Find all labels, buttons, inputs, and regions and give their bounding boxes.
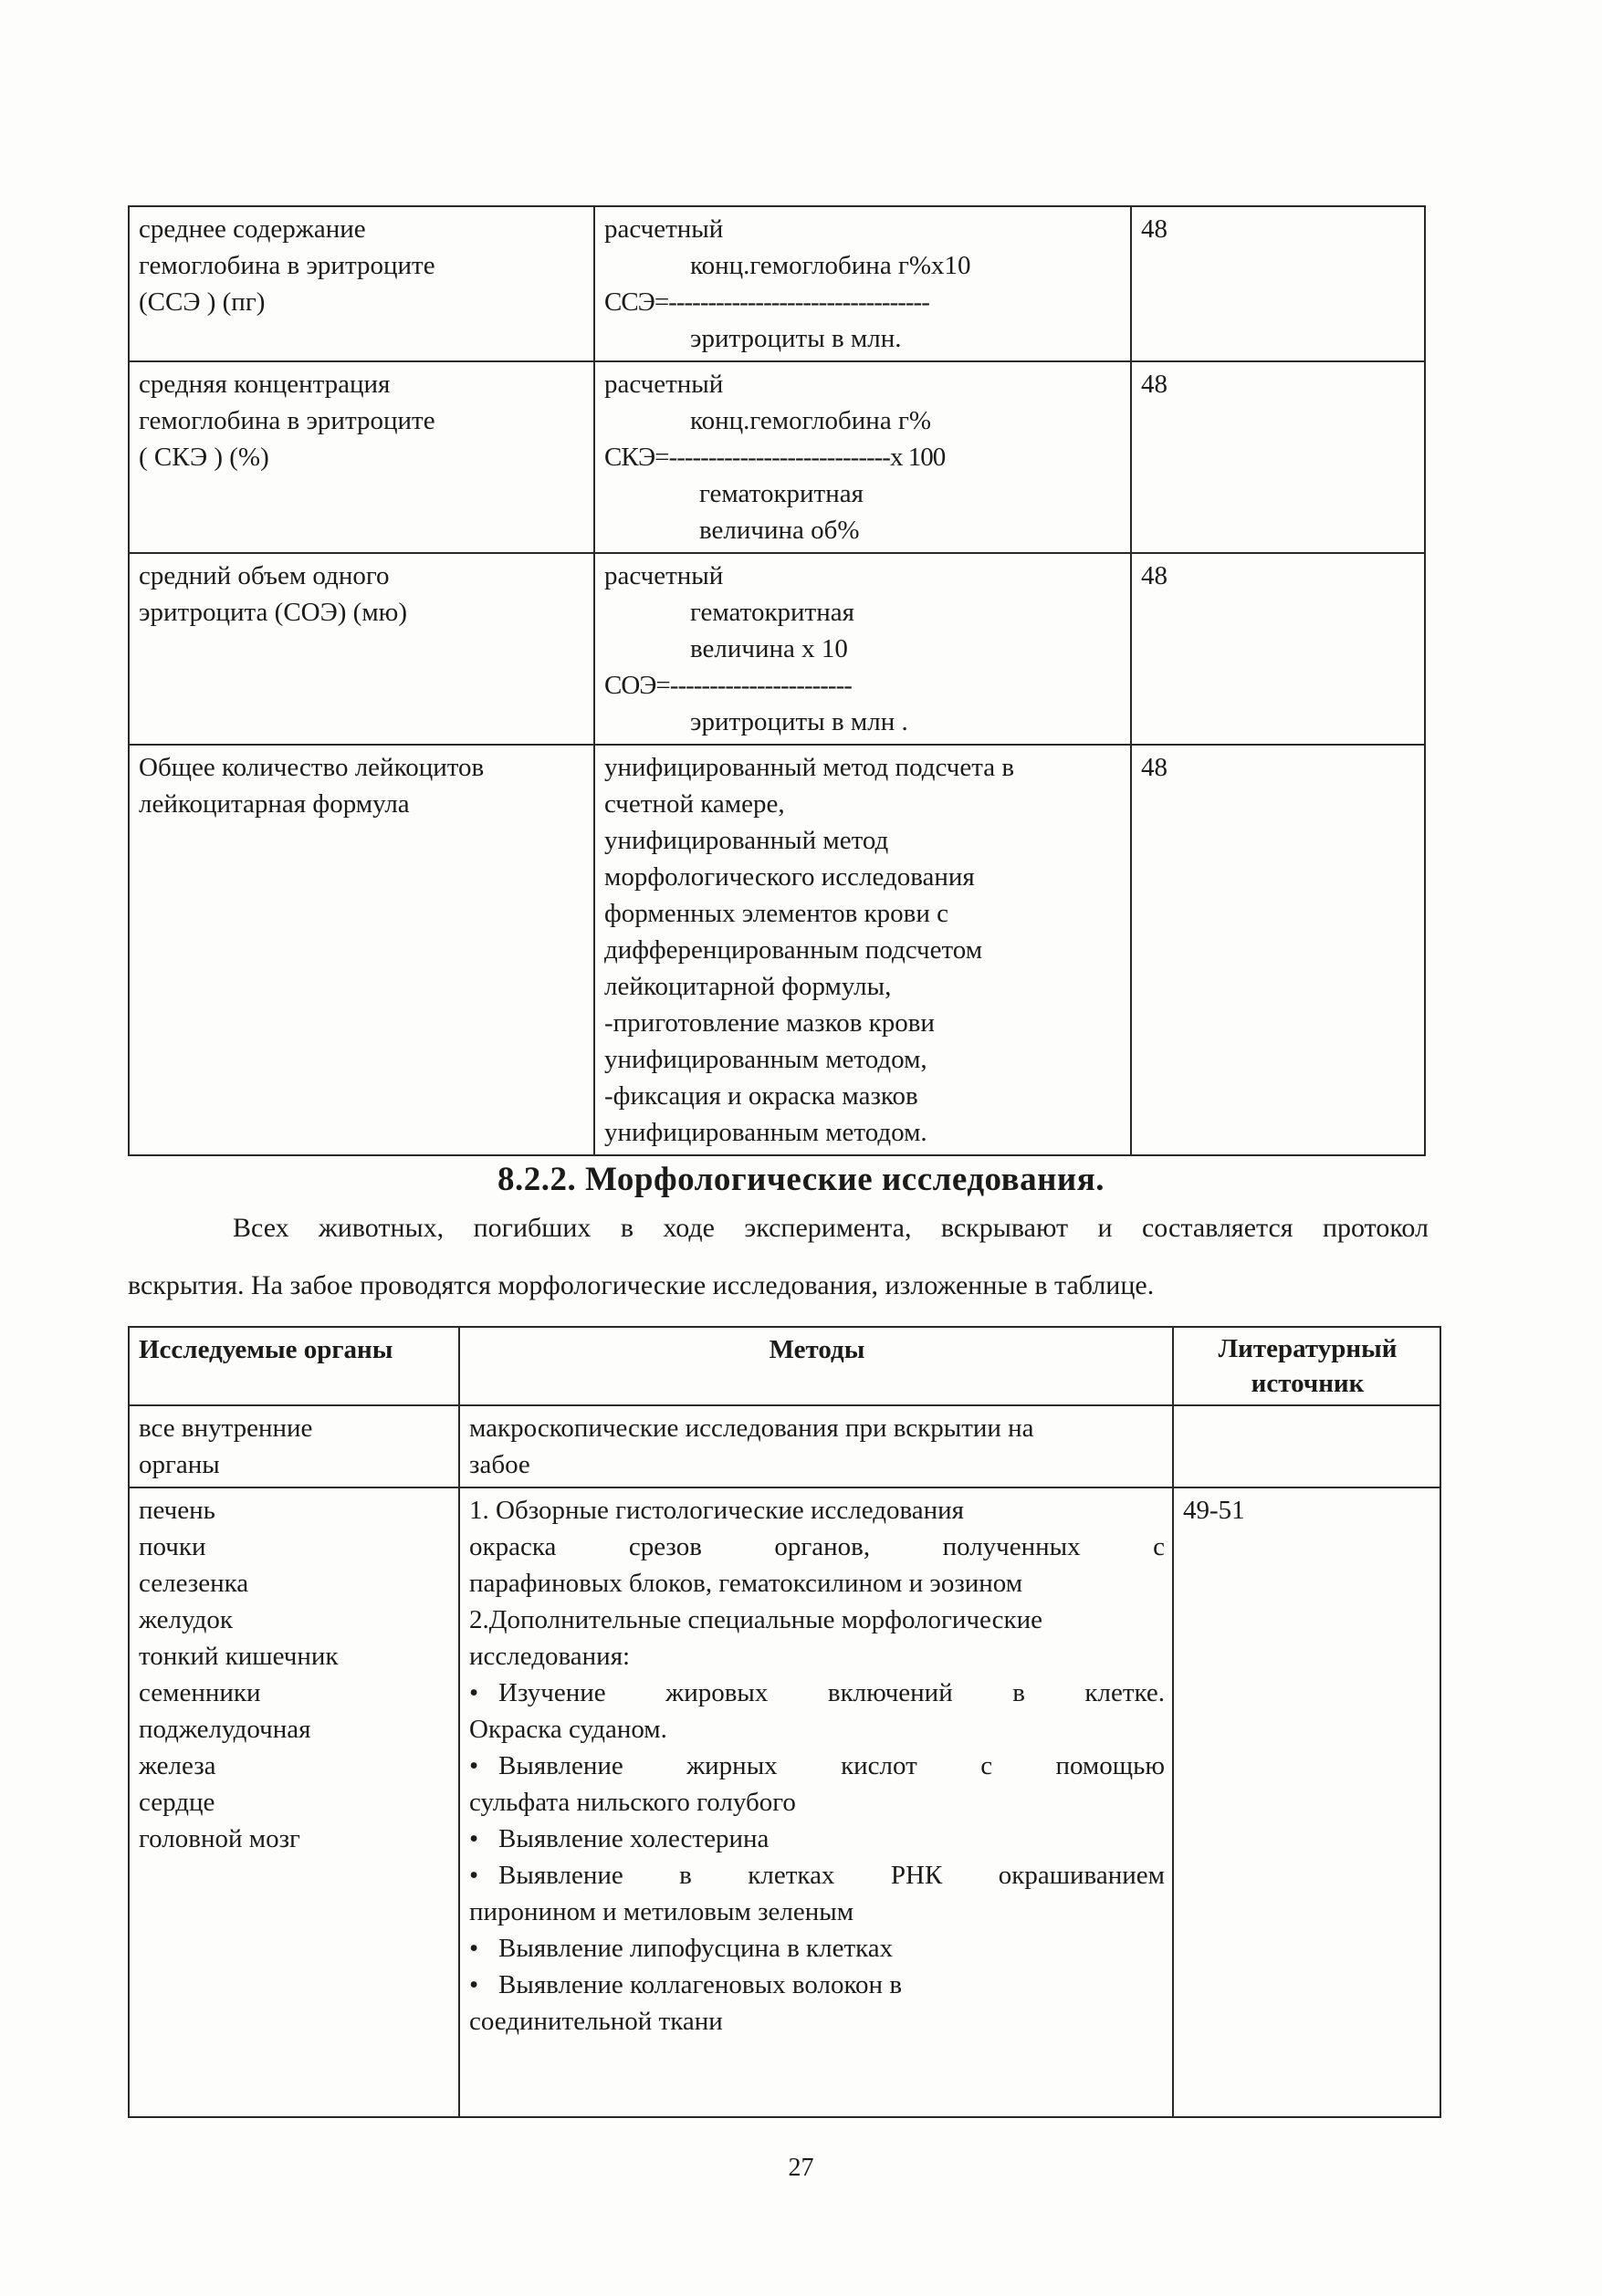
- method-line: эритроциты в млн.: [690, 324, 902, 353]
- reference-cell: [1131, 553, 1425, 745]
- method-line: 2.Дополнительные специальные морфологические: [469, 1605, 1042, 1634]
- method-line: расчетный: [604, 561, 724, 590]
- methods-cell: [459, 1487, 1173, 2117]
- method-line: унифицированный метод подсчета в: [604, 753, 1015, 782]
- method-cell: [594, 553, 1131, 745]
- table-row: [129, 1487, 1440, 2117]
- header-source-line-1: Литературный: [1218, 1334, 1398, 1363]
- method-bullet-line: • Выявление липофусцина в клетках: [469, 1930, 1165, 1967]
- method-line: величина х 10: [690, 634, 848, 663]
- method-cell: [594, 361, 1131, 553]
- page-number: 27: [788, 2154, 814, 2182]
- reference-number: 48: [1141, 561, 1167, 590]
- method-line: конц.гемоглобина г%: [690, 406, 932, 435]
- table-row: [129, 553, 1425, 745]
- method-line: расчетный: [604, 370, 724, 399]
- parameter-line: среднее содержание: [139, 214, 366, 244]
- organ-line: сердце: [139, 1788, 215, 1817]
- method-line: унифицированным методом.: [604, 1118, 927, 1147]
- organ-line: селезенка: [139, 1569, 249, 1598]
- header-methods: Методы: [459, 1327, 1173, 1405]
- parameter-line: лейкоцитарная формула: [139, 789, 410, 819]
- morphology-table-header-row: [129, 1327, 1440, 1405]
- method-line: унифицированным методом,: [604, 1045, 927, 1074]
- table-row: [129, 1405, 1440, 1487]
- organ-line: желудок: [139, 1605, 234, 1634]
- reference-cell: [1131, 361, 1425, 553]
- parameter-line: гемоглобина в эритроците: [139, 406, 435, 435]
- method-line: окраска срезов органов, полученных с: [469, 1532, 1165, 1561]
- method-line: 1. Обзорные гистологические исследования: [469, 1496, 965, 1525]
- organ-line: поджелудочная: [139, 1715, 311, 1744]
- method-line: исследования:: [469, 1642, 631, 1671]
- morphology-table: [128, 1326, 1441, 2118]
- organ-line: органы: [139, 1450, 220, 1479]
- method-line: СОЭ=-----------------------: [604, 671, 852, 700]
- method-line: парафиновых блоков, гематоксилином и эозином: [469, 1569, 1023, 1598]
- table-row: [129, 361, 1425, 553]
- method-line: забое: [469, 1450, 530, 1479]
- method-cell: [594, 745, 1131, 1155]
- section-paragraph-line-1: Всех животных, погибших в ходе эксперимента, вскрывают и составляется протокол: [233, 1213, 1429, 1243]
- parameter-line: (ССЭ ) (пг): [139, 287, 266, 317]
- organ-line: почки: [139, 1532, 206, 1561]
- parameter-cell: [129, 361, 594, 553]
- source-cell: [1173, 1405, 1440, 1487]
- reference-cell: [1131, 206, 1425, 361]
- table-row: [129, 745, 1425, 1155]
- method-bullet-line: • Выявление холестерина: [469, 1821, 1165, 1857]
- parameter-cell: [129, 206, 594, 361]
- organ-line: печень: [139, 1496, 215, 1525]
- organs-cell: [129, 1405, 459, 1487]
- parameter-line: средний объем одного: [139, 561, 390, 590]
- header-source: [1173, 1327, 1440, 1405]
- method-line: пиронином и метиловым зеленым: [469, 1897, 854, 1926]
- method-line: конц.гемоглобина г%х10: [690, 251, 971, 280]
- parameter-line: Общее количество лейкоцитов: [139, 753, 485, 782]
- organ-line: железа: [139, 1751, 216, 1780]
- method-line: гематокритная: [690, 598, 854, 627]
- method-line: соединительной ткани: [469, 2007, 723, 2036]
- organ-line: семенники: [139, 1678, 261, 1707]
- method-bullet-line: • Выявление в клетках РНК окрашиванием: [469, 1857, 1165, 1894]
- method-line: форменных элементов крови с: [604, 899, 949, 928]
- method-line: расчетный: [604, 214, 724, 244]
- method-line: -фиксация и окраска мазков: [604, 1081, 918, 1111]
- reference-number: 48: [1141, 370, 1167, 399]
- header-source-line-2: источник: [1251, 1369, 1365, 1398]
- parameter-cell: [129, 553, 594, 745]
- method-line: дифференцированным подсчетом: [604, 935, 983, 965]
- source-ref: 49-51: [1183, 1496, 1245, 1525]
- method-bullet-line: • Выявление жирных кислот с помощью: [469, 1748, 1165, 1784]
- method-line: гематокритная: [699, 479, 864, 508]
- hematology-table: [128, 205, 1426, 1156]
- reference-number: 48: [1141, 753, 1167, 782]
- table-row: [129, 206, 1425, 361]
- organ-line: тонкий кишечник: [139, 1642, 339, 1671]
- reference-number: 48: [1141, 214, 1167, 244]
- parameter-line: средняя концентрация: [139, 370, 391, 399]
- method-line: унифицированный метод: [604, 826, 889, 855]
- section-heading: 8.2.2. Морфологические исследования.: [497, 1161, 1105, 1198]
- parameter-line: гемоглобина в эритроците: [139, 251, 435, 280]
- method-line: морфологического исследования: [604, 862, 975, 892]
- methods-cell: [459, 1405, 1173, 1487]
- method-line: лейкоцитарной формулы,: [604, 972, 892, 1001]
- method-line: эритроциты в млн .: [690, 707, 908, 736]
- method-line: макроскопические исследования при вскрытии на: [469, 1414, 1034, 1443]
- method-cell: [594, 206, 1131, 361]
- parameter-line: ( СКЭ ) (%): [139, 443, 269, 472]
- method-line: -приготовление мазков крови: [604, 1008, 935, 1038]
- method-line: сульфата нильского голубого: [469, 1788, 796, 1817]
- method-bullet-line: • Изучение жировых включений в клетке.: [469, 1675, 1165, 1711]
- organ-line: все внутренние: [139, 1414, 313, 1443]
- method-line: СКЭ=----------------------------х 100: [604, 443, 946, 472]
- method-line: Окраска суданом.: [469, 1715, 667, 1744]
- method-line: величина об%: [699, 516, 860, 545]
- source-cell: [1173, 1487, 1440, 2117]
- method-line: ССЭ=---------------------------------: [604, 287, 929, 317]
- section-paragraph-line-2: вскрытия. На забое проводятся морфологические исследования, изложенные в таблице.: [128, 1270, 1155, 1300]
- method-bullet-line: • Выявление коллагеновых волокон в: [469, 1967, 1165, 2003]
- parameter-line: эритроцита (СОЭ) (мю): [139, 598, 408, 627]
- header-organs: Исследуемые органы: [129, 1327, 459, 1405]
- parameter-cell: [129, 745, 594, 1155]
- reference-cell: [1131, 745, 1425, 1155]
- organs-cell: [129, 1487, 459, 2117]
- method-line: счетной камере,: [604, 789, 785, 819]
- organ-line: головной мозг: [139, 1824, 300, 1853]
